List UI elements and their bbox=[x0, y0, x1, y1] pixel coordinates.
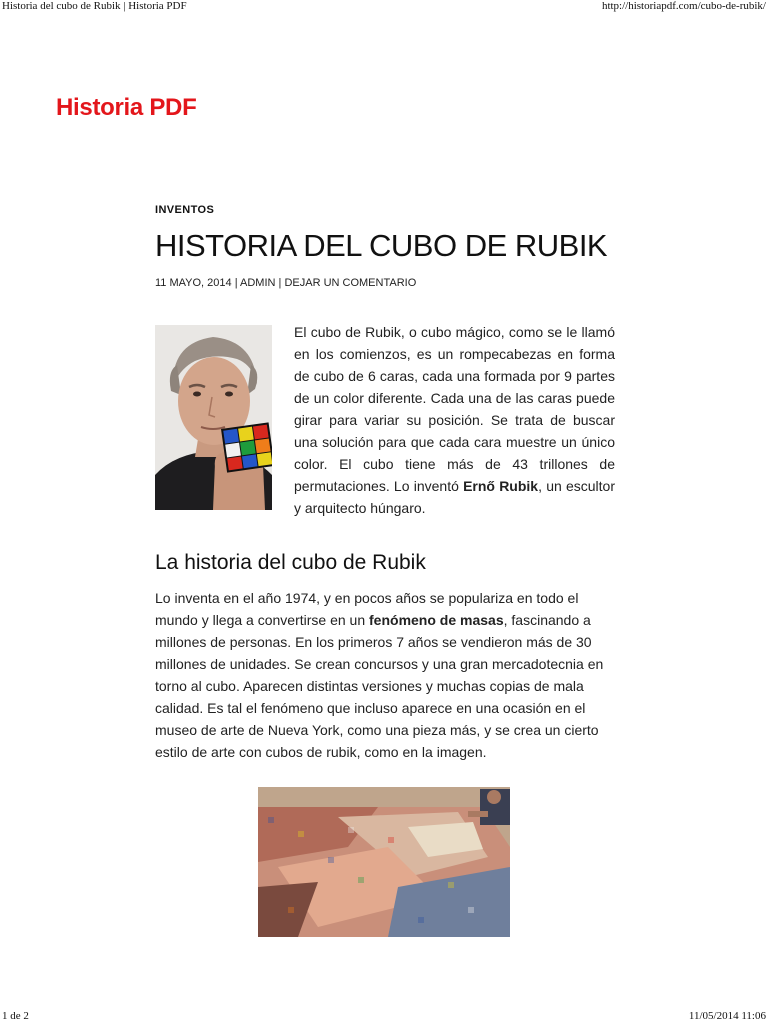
page-number: 1 de 2 bbox=[2, 1010, 29, 1022]
meta-separator: | bbox=[231, 277, 241, 289]
category-link[interactable]: INVENTOS bbox=[155, 204, 215, 216]
body-paragraph bbox=[155, 587, 615, 763]
print-header-url: http://historiapdf.com/cubo-de-rubik/ bbox=[601, 0, 766, 12]
intro-text-start: El cubo de Rubik, o cubo mágico, como se le llamó en los comienzos, es un rompecabezas en forma de cubo de 6 caras, cada una formada por 9 partes de un color diferente. Cada una de las caras puede girar para variar su posición. Se trata de buscar una solución para que cada cara muestre un único color. El cubo tiene más de 43 trillones de permutaciones. Lo inventó bbox=[294, 324, 615, 494]
comment-link[interactable]: DEJAR UN COMENTARIO bbox=[284, 277, 417, 289]
article-meta bbox=[155, 277, 615, 289]
inventor-name: Ernő Rubik bbox=[463, 478, 539, 494]
erno-rubik-portrait bbox=[155, 325, 272, 510]
intro-paragraph bbox=[294, 321, 615, 519]
site-title-link[interactable]: Historia PDF bbox=[56, 94, 197, 121]
section-heading: La historia del cubo de Rubik bbox=[155, 551, 426, 574]
author-link[interactable]: ADMIN bbox=[240, 277, 276, 289]
body-bold-phrase: fenómeno de masas bbox=[369, 612, 504, 628]
article bbox=[155, 200, 615, 937]
print-footer bbox=[0, 1010, 768, 1022]
intro-block bbox=[155, 325, 615, 519]
print-datetime: 11/05/2014 11:06 bbox=[688, 1010, 766, 1022]
post-date: 11 MAYO, 2014 bbox=[155, 277, 232, 289]
article-title: HISTORIA DEL CUBO DE RUBIK bbox=[155, 228, 608, 263]
meta-separator: | bbox=[275, 277, 285, 289]
rubik-mosaic-image bbox=[258, 787, 510, 937]
body-text-start: Lo inventa en el año 1974, y en pocos años se populariza en todo el mundo y llega a convertirse en un bbox=[155, 590, 579, 628]
body-text-end: , fascinando a millones de personas. En los primeros 7 años se vendieron más de 30 millones de unidades. Se crean concursos y una gran mercadotecnia en torno al cubo. Aparecen distintas versiones y muchas copias de mala calidad. Es tal el fenómeno que incluso aparece en una ocasión en el museo de arte de Nueva York, como una pieza más, y se crea un cierto estilo de arte con cubos de rubik, como en la imagen. bbox=[155, 612, 604, 760]
intro-text-end: , un escultor y arquitecto húngaro. bbox=[294, 478, 616, 516]
print-header-title: Historia del cubo de Rubik | Historia PDF bbox=[2, 0, 187, 12]
print-header bbox=[0, 0, 768, 12]
